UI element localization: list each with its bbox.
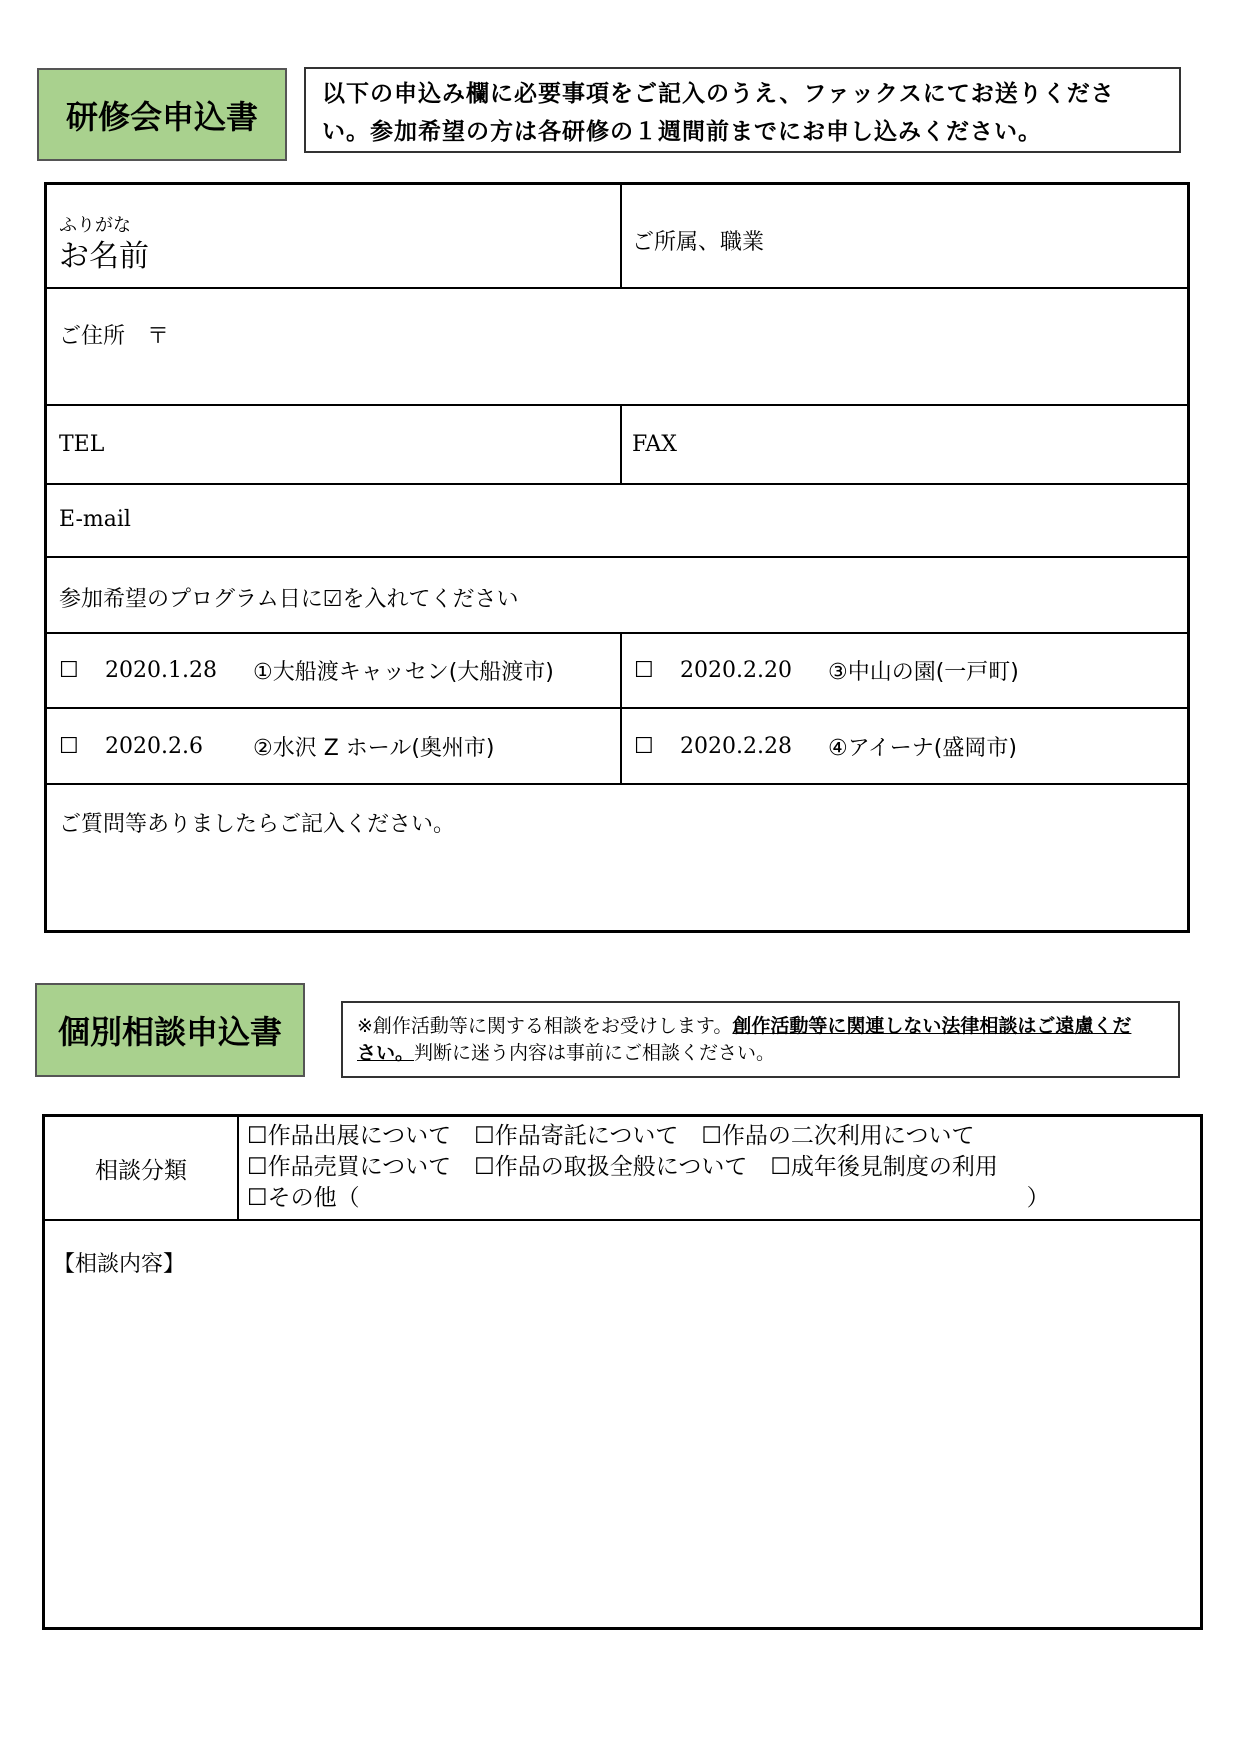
tel-cell[interactable] — [47, 406, 620, 483]
consultation-title-box — [35, 983, 305, 1077]
program-option-1[interactable] — [47, 634, 620, 707]
program-checkbox[interactable]: ☐ — [634, 733, 654, 759]
program-prompt-row — [47, 558, 1187, 634]
email-row[interactable] — [47, 485, 1187, 558]
program-row-2 — [47, 709, 1187, 785]
affiliation-cell[interactable] — [620, 185, 1187, 287]
program-checkbox[interactable]: ☐ — [59, 733, 79, 759]
consultation-options-line1[interactable]: ☐作品出展について ☐作品寄託について ☐作品の二次利用について — [247, 1123, 975, 1149]
consultation-note-part4: 判断に迷う内容は事前にご相談ください。 — [414, 1042, 776, 1064]
fax-label: FAX — [632, 432, 677, 457]
consultation-category-row — [45, 1117, 1200, 1221]
program-checkbox[interactable]: ☐ — [634, 658, 654, 683]
questions-row[interactable] — [47, 785, 1187, 930]
program-venue: ②水沢 Z ホール(奥州市) — [253, 735, 495, 761]
consultation-note-part2: 創作活動等に関連しない法律相談はご遠慮くだ — [732, 1015, 1132, 1037]
program-venue: ③中山の園(一戸町) — [828, 660, 1019, 685]
consultation-options-line3[interactable]: ☐その他（ ） — [247, 1185, 1050, 1211]
fax-cell[interactable] — [620, 406, 1187, 483]
consultation-title: 個別相談申込書 — [57, 1013, 282, 1051]
phone-row — [47, 406, 1187, 485]
program-option-4[interactable] — [620, 709, 1187, 783]
program-row-1 — [47, 634, 1187, 709]
email-label: E-mail — [59, 507, 131, 532]
seminar-instruction-box — [304, 67, 1181, 153]
consultation-category-cell — [45, 1117, 239, 1219]
seminar-title: 研修会申込書 — [65, 97, 258, 136]
seminar-title-box — [37, 68, 287, 161]
program-date: 2020.2.6 — [105, 733, 203, 759]
consultation-options-line2[interactable]: ☐作品売買について ☐作品の取扱全般について ☐成年後見制度の利用 — [247, 1154, 998, 1180]
consultation-note-part3: さい。 — [357, 1042, 415, 1064]
consultation-options — [247, 1121, 1050, 1214]
consultation-table — [42, 1114, 1203, 1630]
name-label: お名前 — [59, 239, 149, 274]
consultation-note-part1: ※創作活動等に関する相談をお受けします。 — [357, 1015, 733, 1037]
consultation-category-label: 相談分類 — [95, 1157, 187, 1184]
program-prompt: 参加希望のプログラム日に☑を入れてください — [59, 587, 519, 612]
seminar-form-table — [44, 182, 1190, 933]
consultation-content-area[interactable] — [45, 1221, 1200, 1627]
program-venue: ④アイーナ(盛岡市) — [828, 735, 1017, 761]
address-row[interactable] — [47, 289, 1187, 406]
name-cell[interactable] — [47, 185, 620, 287]
seminar-instruction-line2: い。参加希望の方は各研修の１週間前までにお申し込みください。 — [322, 119, 1042, 145]
program-checkbox[interactable]: ☐ — [59, 658, 79, 683]
tel-label: TEL — [59, 432, 105, 457]
consultation-note-box — [341, 1001, 1180, 1078]
affiliation-label: ご所属、職業 — [632, 230, 765, 255]
program-date: 2020.2.20 — [680, 658, 792, 683]
furigana-label: ふりがな — [59, 215, 131, 236]
address-label: ご住所 〒 — [59, 324, 170, 349]
program-date: 2020.2.28 — [680, 733, 792, 759]
program-option-3[interactable] — [620, 634, 1187, 707]
seminar-instruction-line1: 以下の申込み欄に必要事項をご記入のうえ、ファックスにてお送りくださ — [322, 81, 1115, 107]
name-row — [47, 185, 1187, 289]
questions-label: ご質問等ありましたらご記入ください。 — [59, 812, 456, 837]
program-date: 2020.1.28 — [105, 658, 217, 683]
program-option-2[interactable] — [47, 709, 620, 783]
consultation-content-label: 【相談内容】 — [53, 1252, 186, 1277]
program-venue: ①大船渡キャッセン(大船渡市) — [253, 660, 554, 685]
